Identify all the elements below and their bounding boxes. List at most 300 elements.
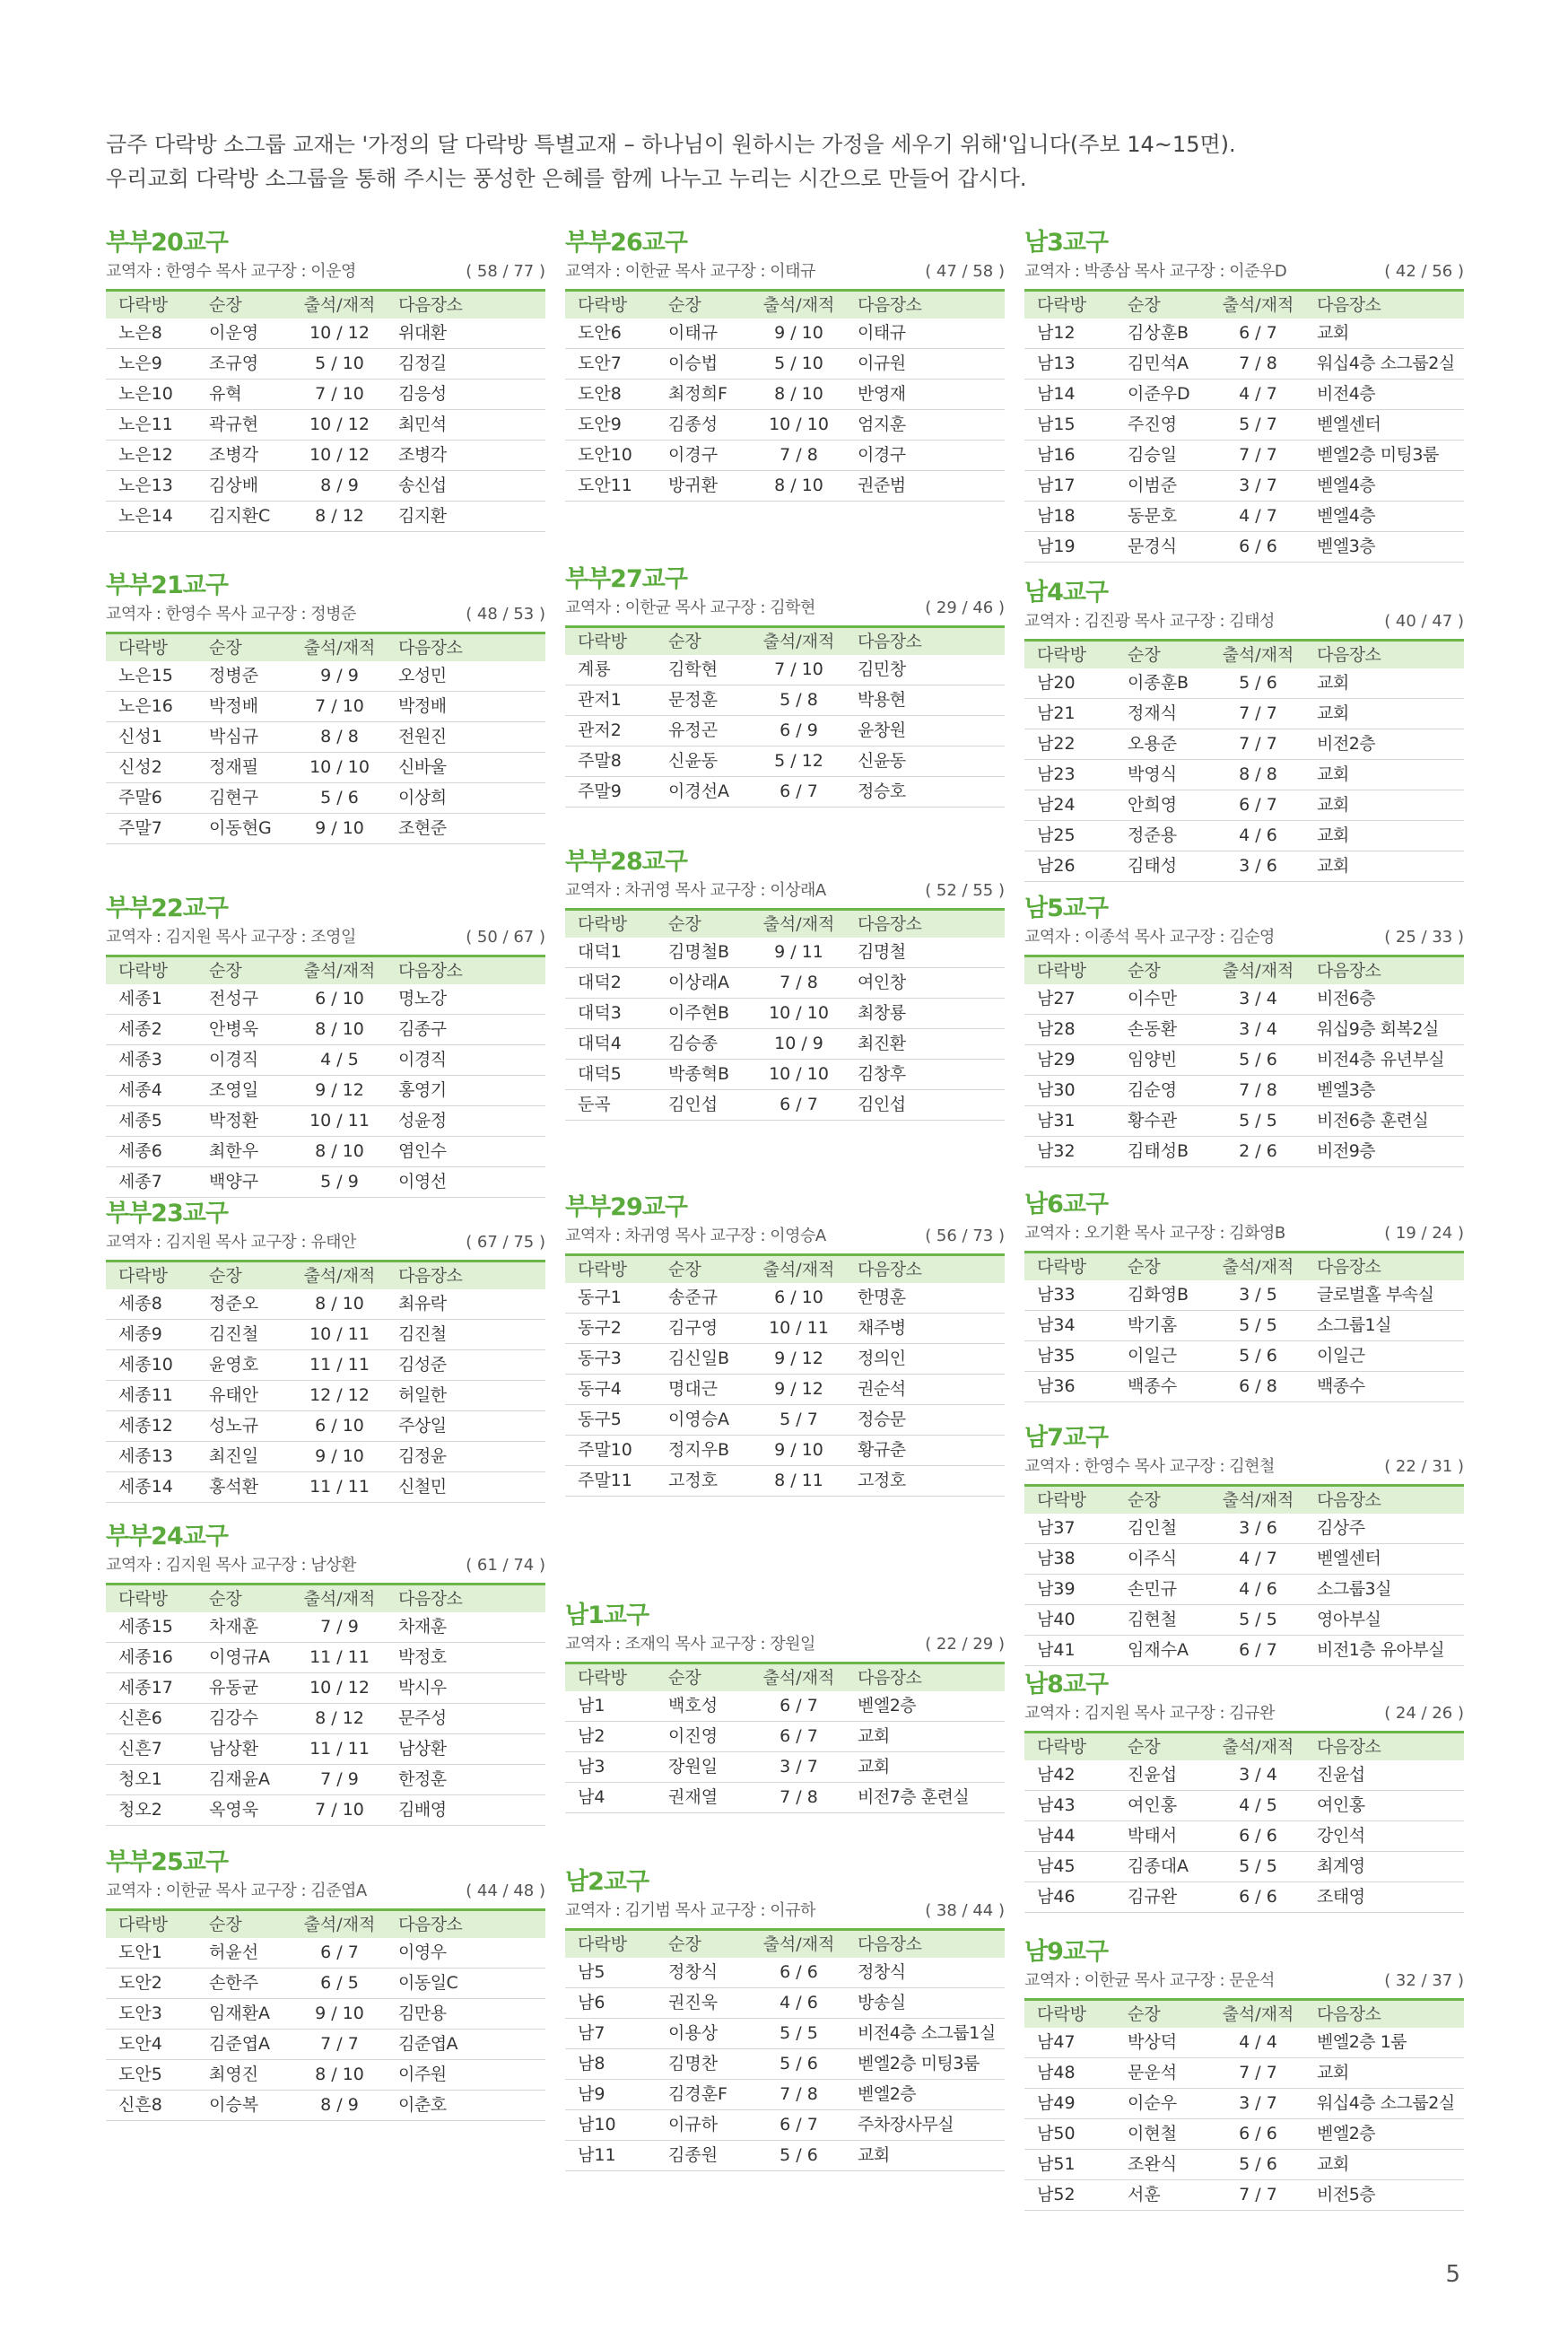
next-location: 최유락 xyxy=(398,1294,447,1314)
header-cell: 순장 xyxy=(1128,1257,1161,1277)
next-location: 김창후 xyxy=(858,1064,906,1084)
header-cell: 다락방 xyxy=(118,1915,169,1934)
table-row xyxy=(1024,760,1464,790)
header-cell: 순장 xyxy=(209,961,242,981)
table-row xyxy=(106,1472,545,1503)
group-name: 남23 xyxy=(1037,764,1076,784)
attendance-total: ( 67 / 75 ) xyxy=(466,1233,545,1252)
attendance: 5 / 5 xyxy=(1239,1856,1277,1876)
leader-name: 오용준 xyxy=(1128,734,1178,754)
next-location: 비전4층 유년부실 xyxy=(1317,1050,1445,1069)
table-row xyxy=(1024,1015,1464,1045)
group-name: 남19 xyxy=(1037,537,1076,556)
attendance: 9 / 12 xyxy=(774,1379,823,1399)
header-cell: 순장 xyxy=(668,914,701,934)
header-cell: 순장 xyxy=(1128,961,1161,981)
header-cell: 순장 xyxy=(1128,645,1161,665)
table-row xyxy=(106,1643,545,1673)
group-name: 세종6 xyxy=(118,1141,162,1161)
leader-name: 안희영 xyxy=(1128,795,1178,815)
group-name: 남1 xyxy=(578,1696,605,1716)
leader-name: 차재훈 xyxy=(209,1617,259,1637)
attendance-total: ( 58 / 77 ) xyxy=(466,262,545,281)
leader-name: 정창식 xyxy=(668,1962,719,1982)
group-name: 세종15 xyxy=(118,1617,173,1637)
district-group xyxy=(106,894,545,1198)
next-location: 김만용 xyxy=(398,2004,447,2023)
attendance: 3 / 4 xyxy=(1239,1765,1277,1785)
table-row xyxy=(1024,790,1464,821)
group-name: 동구4 xyxy=(578,1379,622,1399)
next-location: 신윤동 xyxy=(858,751,906,771)
table-row xyxy=(565,471,1005,502)
header-cell: 순장 xyxy=(668,1668,701,1688)
next-location: 김응성 xyxy=(398,384,447,404)
header-cell: 출석/재적 xyxy=(303,1915,376,1934)
next-location: 차재훈 xyxy=(398,1617,447,1637)
header-cell: 출석/재적 xyxy=(762,632,835,651)
attendance: 9 / 10 xyxy=(315,1446,364,1466)
attendance: 5 / 6 xyxy=(1239,673,1277,693)
table-row xyxy=(565,685,1005,716)
leader-name: 김종성 xyxy=(668,415,719,434)
next-location: 이영선 xyxy=(398,1172,447,1192)
leader-name: 이승법 xyxy=(668,354,719,373)
header-cell: 다음장소 xyxy=(1317,961,1381,981)
attendance: 5 / 5 xyxy=(1239,1315,1277,1335)
attendance: 10 / 12 xyxy=(309,323,370,343)
next-location: 벧엘3층 xyxy=(1317,1080,1376,1100)
group-name: 노은13 xyxy=(118,476,173,495)
table-row xyxy=(565,2110,1005,2141)
table-header xyxy=(106,1908,545,1938)
pastor-leader-line: 교역자 : 이한균 목사 교구장 : 김학현 xyxy=(565,598,815,617)
group-name: 남2 xyxy=(578,1726,605,1746)
district-info xyxy=(1024,926,1464,949)
next-location: 김지환 xyxy=(398,506,447,526)
attendance: 10 / 12 xyxy=(309,1678,370,1698)
leader-name: 방귀환 xyxy=(668,476,719,495)
table-row xyxy=(1024,1852,1464,1882)
leader-name: 김현구 xyxy=(209,788,259,808)
table-row xyxy=(565,1375,1005,1405)
group-name: 남20 xyxy=(1037,673,1076,693)
group-name: 남4 xyxy=(578,1787,605,1807)
leader-name: 김학현 xyxy=(668,659,719,679)
header-cell: 출석/재적 xyxy=(1222,1490,1294,1510)
attendance: 10 / 10 xyxy=(769,415,829,434)
next-location: 교회 xyxy=(1317,856,1349,876)
attendance: 4 / 4 xyxy=(1239,2032,1277,2052)
leader-name: 장원일 xyxy=(668,1757,719,1777)
next-location: 고정호 xyxy=(858,1471,906,1490)
header-cell: 출석/재적 xyxy=(1222,1737,1294,1757)
next-location: 김인섭 xyxy=(858,1095,906,1114)
table-row xyxy=(106,1704,545,1734)
attendance: 11 / 11 xyxy=(309,1477,370,1497)
attendance-total: ( 25 / 33 ) xyxy=(1384,928,1464,947)
next-location: 명노강 xyxy=(398,989,447,1008)
group-name: 도안9 xyxy=(578,415,622,434)
group-name: 주말11 xyxy=(578,1471,632,1490)
leader-name: 김화영B xyxy=(1128,1285,1189,1305)
table-row xyxy=(565,2080,1005,2110)
attendance: 8 / 9 xyxy=(320,2095,359,2115)
district-title: 남1교구 xyxy=(565,1602,649,1629)
table-row xyxy=(1024,851,1464,882)
table-row xyxy=(106,349,545,380)
table-row xyxy=(106,753,545,783)
leader-name: 조규영 xyxy=(209,354,259,373)
header-cell: 다락방 xyxy=(1037,961,1087,981)
group-name: 남22 xyxy=(1037,734,1076,754)
header-cell: 출석/재적 xyxy=(303,961,376,981)
leader-name: 백호성 xyxy=(668,1696,719,1716)
leader-name: 권진욱 xyxy=(668,1993,719,2012)
pastor-leader-line: 교역자 : 김지원 목사 교구장 : 유태안 xyxy=(106,1233,356,1252)
next-location: 홍영기 xyxy=(398,1080,447,1100)
district-info xyxy=(106,1880,545,1903)
leader-name: 백양구 xyxy=(209,1172,259,1192)
attendance: 6 / 6 xyxy=(1239,1826,1277,1846)
leader-name: 김민석A xyxy=(1128,354,1189,373)
next-location: 교회 xyxy=(1317,825,1349,845)
leader-name: 김진철 xyxy=(209,1324,259,1344)
attendance: 5 / 8 xyxy=(780,690,818,710)
district-group xyxy=(1024,1937,1464,2211)
group-name: 주말7 xyxy=(118,818,162,838)
pastor-leader-line: 교역자 : 박종삼 목사 교구장 : 이준우D xyxy=(1024,262,1287,281)
district-title: 부부29교구 xyxy=(565,1193,687,1221)
leader-name: 박정환 xyxy=(209,1111,259,1131)
next-location: 김진철 xyxy=(398,1324,447,1344)
header-cell: 다음장소 xyxy=(398,295,463,315)
table-row xyxy=(1024,1137,1464,1167)
table-row xyxy=(1024,1372,1464,1402)
leader-name: 박정배 xyxy=(209,696,259,716)
header-cell: 다락방 xyxy=(1037,1490,1087,1510)
attendance: 4 / 6 xyxy=(1239,825,1277,845)
header-cell: 순장 xyxy=(668,1934,701,1954)
table-row xyxy=(106,1795,545,1826)
attendance: 7 / 10 xyxy=(774,659,823,679)
next-location: 남상환 xyxy=(398,1739,447,1759)
district-info xyxy=(1024,260,1464,284)
table-row xyxy=(1024,668,1464,699)
group-name: 대덕5 xyxy=(578,1064,622,1084)
district-title: 남4교구 xyxy=(1024,579,1109,607)
table-row xyxy=(565,1958,1005,1988)
group-name: 계룡 xyxy=(578,659,611,679)
next-location: 교회 xyxy=(1317,703,1349,723)
group-name: 남11 xyxy=(578,2145,616,2165)
table-header xyxy=(1024,1484,1464,1514)
attendance: 7 / 7 xyxy=(320,2034,359,2054)
table-row xyxy=(565,1060,1005,1090)
leader-name: 김현철 xyxy=(1128,1610,1178,1629)
attendance: 9 / 11 xyxy=(774,942,823,962)
leader-name: 박상덕 xyxy=(1128,2032,1178,2052)
header-cell: 출석/재적 xyxy=(762,1668,835,1688)
attendance: 9 / 9 xyxy=(320,666,359,685)
table-row xyxy=(106,1673,545,1704)
table-row xyxy=(106,2030,545,2060)
leader-name: 손한주 xyxy=(209,1973,259,1993)
next-location: 김민창 xyxy=(858,659,906,679)
attendance: 6 / 7 xyxy=(1239,1640,1277,1660)
group-name: 남6 xyxy=(578,1993,605,2012)
next-location: 최민석 xyxy=(398,415,447,434)
leader-name: 김명찬 xyxy=(668,2054,719,2073)
district-title: 부부28교구 xyxy=(565,848,687,876)
next-location: 벧엘2층 xyxy=(858,2084,917,2104)
next-location: 이태규 xyxy=(858,323,906,343)
next-location: 강인석 xyxy=(1317,1826,1365,1846)
next-location: 김배영 xyxy=(398,1800,447,1820)
group-name: 남52 xyxy=(1037,2185,1076,2204)
header-cell: 다음장소 xyxy=(858,1934,922,1954)
next-location: 교회 xyxy=(1317,764,1349,784)
group-name: 세종11 xyxy=(118,1385,173,1405)
header-cell: 다음장소 xyxy=(1317,1490,1381,1510)
next-location: 벧엘4층 xyxy=(1317,506,1376,526)
table-header xyxy=(565,1253,1005,1283)
group-name: 세종1 xyxy=(118,989,162,1008)
attendance: 5 / 5 xyxy=(1239,1111,1277,1131)
attendance: 8 / 10 xyxy=(774,476,823,495)
leader-name: 김지환C xyxy=(209,506,271,526)
table-row xyxy=(1024,2150,1464,2180)
leader-name: 박영식 xyxy=(1128,764,1178,784)
next-location: 최진환 xyxy=(858,1034,906,1053)
group-name: 남28 xyxy=(1037,1019,1076,1039)
header-cell: 출석/재적 xyxy=(1222,961,1294,981)
district-info xyxy=(565,1899,1005,1923)
table-header xyxy=(106,289,545,319)
header-cell: 다음장소 xyxy=(1317,1737,1381,1757)
leader-name: 김태성 xyxy=(1128,856,1178,876)
pastor-leader-line: 교역자 : 오기환 목사 교구장 : 김화영B xyxy=(1024,1224,1285,1243)
next-location: 백종수 xyxy=(1317,1376,1365,1396)
attendance: 11 / 11 xyxy=(309,1647,370,1667)
attendance-total: ( 42 / 56 ) xyxy=(1384,262,1464,281)
attendance: 7 / 8 xyxy=(1239,354,1277,373)
leader-name: 김순영 xyxy=(1128,1080,1178,1100)
leader-name: 임재환A xyxy=(209,2004,271,2023)
header-cell: 출석/재적 xyxy=(303,1266,376,1286)
table-row xyxy=(565,380,1005,410)
group-name: 남47 xyxy=(1037,2032,1076,2052)
next-location: 황규춘 xyxy=(858,1440,906,1460)
next-location: 벧엘2층 미팅3룸 xyxy=(858,2054,980,2073)
table-row xyxy=(106,502,545,532)
district-group xyxy=(565,1601,1005,1813)
header-cell: 순장 xyxy=(209,1266,242,1286)
attendance-total: ( 48 / 53 ) xyxy=(466,605,545,624)
leader-name: 유태안 xyxy=(209,1385,259,1405)
attendance: 5 / 6 xyxy=(1239,1050,1277,1069)
district-title: 남6교구 xyxy=(1024,1191,1109,1218)
district-group xyxy=(106,228,545,532)
attendance: 8 / 8 xyxy=(1239,764,1277,784)
table-row xyxy=(565,410,1005,441)
next-location: 채주병 xyxy=(858,1318,906,1338)
next-location: 교회 xyxy=(1317,795,1349,815)
next-location: 교회 xyxy=(1317,323,1349,343)
table-row xyxy=(106,814,545,844)
next-location: 워십4층 소그룹2실 xyxy=(1317,354,1455,373)
attendance: 7 / 7 xyxy=(1239,2185,1277,2204)
leader-name: 고정호 xyxy=(668,1471,719,1490)
intro-line-1: 금주 다락방 소그룹 교재는 '가정의 달 다락방 특별교재 – 하나님이 원하시는 가정을 세우기 위해'입니다(주보 14~15면). xyxy=(106,132,1236,157)
attendance: 4 / 7 xyxy=(1239,1549,1277,1568)
group-name: 도안4 xyxy=(118,2034,162,2054)
leader-name: 이순우 xyxy=(1128,2093,1178,2113)
next-location: 소그룹1실 xyxy=(1317,1315,1392,1335)
attendance: 10 / 9 xyxy=(774,1034,823,1053)
header-cell: 다락방 xyxy=(578,1260,628,1279)
table-row xyxy=(106,2060,545,2091)
next-location: 비전4층 소그룹1실 xyxy=(858,2023,996,2043)
table-row xyxy=(1024,729,1464,760)
attendance: 6 / 10 xyxy=(315,1416,364,1436)
attendance-total: ( 19 / 24 ) xyxy=(1384,1224,1464,1243)
leader-name: 김재윤A xyxy=(209,1769,271,1789)
district-title: 남7교구 xyxy=(1024,1424,1109,1452)
district-title: 부부24교구 xyxy=(106,1523,228,1550)
attendance: 7 / 9 xyxy=(320,1617,359,1637)
leader-name: 이태규 xyxy=(668,323,719,343)
next-location: 정승호 xyxy=(858,781,906,801)
attendance: 3 / 7 xyxy=(1239,2093,1277,2113)
attendance: 10 / 10 xyxy=(769,1003,829,1023)
leader-name: 이범준 xyxy=(1128,476,1178,495)
table-row xyxy=(1024,1045,1464,1076)
leader-name: 손민규 xyxy=(1128,1579,1178,1599)
leader-name: 주진영 xyxy=(1128,415,1178,434)
attendance: 7 / 8 xyxy=(780,445,818,465)
district-title: 부부21교구 xyxy=(106,572,228,599)
table-row xyxy=(106,1106,545,1137)
table-row xyxy=(565,349,1005,380)
header-cell: 출석/재적 xyxy=(1222,1257,1294,1277)
leader-name: 조완식 xyxy=(1128,2154,1178,2174)
district-title: 남5교구 xyxy=(1024,895,1109,922)
header-cell: 다음장소 xyxy=(1317,645,1381,665)
group-name: 남21 xyxy=(1037,703,1076,723)
next-location: 김종구 xyxy=(398,1019,447,1039)
district-group xyxy=(1024,1670,1464,1913)
table-row xyxy=(565,1029,1005,1060)
attendance: 5 / 7 xyxy=(780,1410,818,1429)
header-cell: 다음장소 xyxy=(398,961,463,981)
header-cell: 다음장소 xyxy=(398,1915,463,1934)
next-location: 이동일C xyxy=(398,1973,458,1993)
attendance: 5 / 6 xyxy=(320,788,359,808)
attendance-total: ( 52 / 55 ) xyxy=(925,881,1005,900)
header-cell: 다락방 xyxy=(578,1934,628,1954)
table-row xyxy=(1024,319,1464,349)
header-cell: 다음장소 xyxy=(1317,295,1381,315)
table-row xyxy=(106,410,545,441)
header-cell: 다락방 xyxy=(1037,2004,1087,2024)
pastor-leader-line: 교역자 : 김지원 목사 교구장 : 조영일 xyxy=(106,928,356,947)
group-name: 세종12 xyxy=(118,1416,173,1436)
header-cell: 순장 xyxy=(1128,295,1161,315)
leader-name: 이경구 xyxy=(668,445,719,465)
next-location: 여인창 xyxy=(858,973,906,992)
attendance: 5 / 5 xyxy=(1239,1610,1277,1629)
group-name: 남32 xyxy=(1037,1141,1076,1161)
leader-name: 윤영호 xyxy=(209,1355,259,1375)
next-location: 엄지훈 xyxy=(858,415,906,434)
header-cell: 다음장소 xyxy=(398,1266,463,1286)
table-row xyxy=(106,1411,545,1442)
table-header xyxy=(1024,1998,1464,2028)
next-location: 비전6층 훈련실 xyxy=(1317,1111,1429,1131)
table-header xyxy=(1024,1251,1464,1280)
attendance: 3 / 4 xyxy=(1239,1019,1277,1039)
table-row xyxy=(1024,2058,1464,2089)
attendance: 7 / 8 xyxy=(1239,1080,1277,1100)
table-row xyxy=(1024,349,1464,380)
district-group xyxy=(565,564,1005,808)
table-row xyxy=(1024,1821,1464,1852)
table-row xyxy=(106,1137,545,1167)
district-info xyxy=(565,1225,1005,1248)
group-name: 신흔6 xyxy=(118,1708,162,1728)
attendance: 6 / 7 xyxy=(780,1095,818,1114)
leader-name: 박기홈 xyxy=(1128,1315,1178,1335)
attendance-total: ( 61 / 74 ) xyxy=(466,1556,545,1575)
group-name: 대덕1 xyxy=(578,942,622,962)
table-row xyxy=(1024,1280,1464,1311)
next-location: 교회 xyxy=(1317,2154,1349,2174)
header-cell: 출석/재적 xyxy=(1222,2004,1294,2024)
attendance: 6 / 10 xyxy=(774,1288,823,1307)
attendance: 7 / 8 xyxy=(780,1787,818,1807)
group-name: 주말10 xyxy=(578,1440,632,1460)
attendance: 4 / 5 xyxy=(1239,1795,1277,1815)
next-location: 정승문 xyxy=(858,1410,906,1429)
header-cell: 출석/재적 xyxy=(1222,645,1294,665)
attendance: 6 / 6 xyxy=(1239,2124,1277,2143)
pastor-leader-line: 교역자 : 김지원 목사 교구장 : 김규완 xyxy=(1024,1704,1275,1723)
next-location: 박시우 xyxy=(398,1678,447,1698)
table-row xyxy=(106,1045,545,1076)
next-location: 비전5층 xyxy=(1317,2185,1376,2204)
header-cell: 순장 xyxy=(668,295,701,315)
table-header xyxy=(1024,639,1464,668)
table-row xyxy=(106,319,545,349)
attendance: 7 / 7 xyxy=(1239,734,1277,754)
next-location: 김명철 xyxy=(858,942,906,962)
next-location: 이일근 xyxy=(1317,1346,1365,1366)
table-header xyxy=(565,625,1005,655)
district-info xyxy=(1024,1702,1464,1725)
group-name: 남33 xyxy=(1037,1285,1076,1305)
leader-name: 김경훈F xyxy=(668,2084,727,2104)
leader-name: 김상훈B xyxy=(1128,323,1189,343)
group-name: 세종7 xyxy=(118,1172,162,1192)
table-row xyxy=(565,319,1005,349)
attendance: 5 / 10 xyxy=(774,354,823,373)
leader-name: 이용상 xyxy=(668,2023,719,2043)
table-row xyxy=(565,655,1005,685)
table-row xyxy=(1024,1341,1464,1372)
leader-name: 이경선A xyxy=(668,781,730,801)
leader-name: 이준우D xyxy=(1128,384,1190,404)
